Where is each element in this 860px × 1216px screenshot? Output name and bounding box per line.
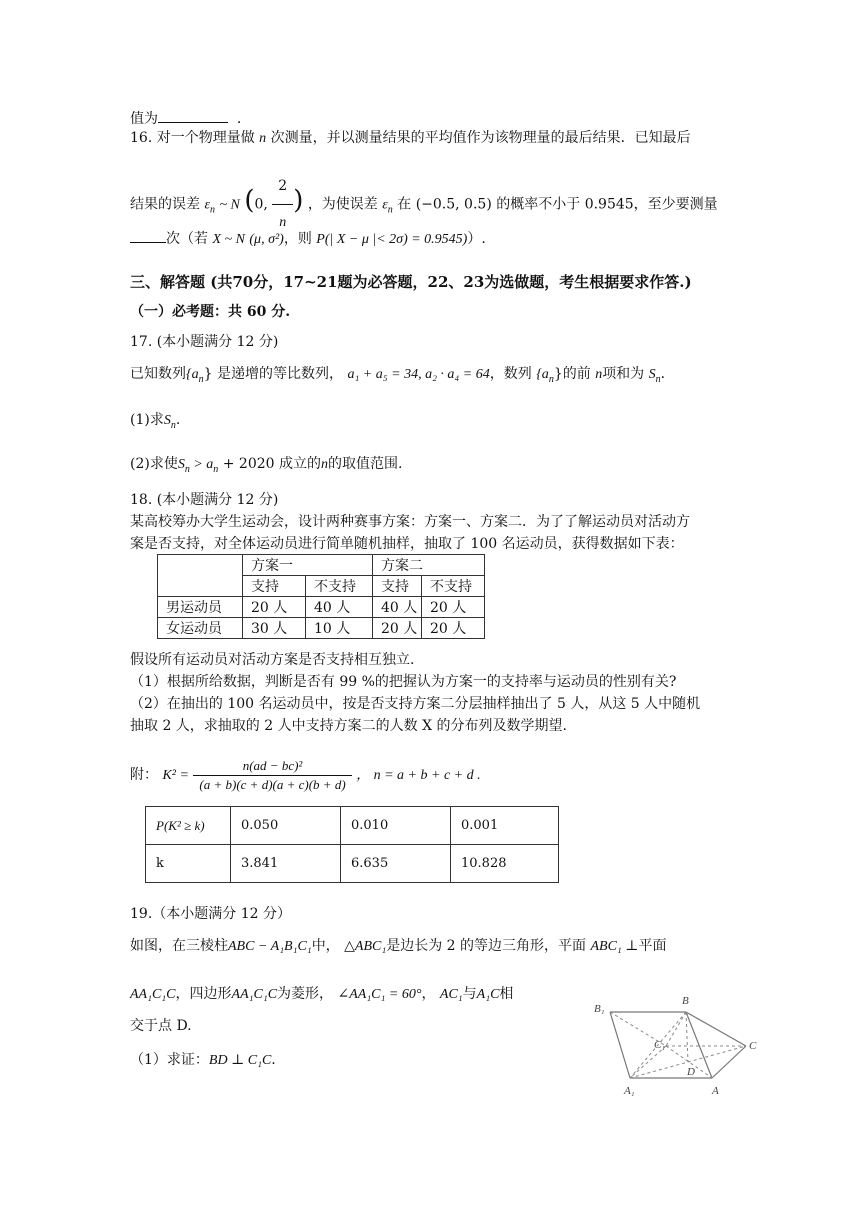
text: 是边长为 2 的等边三角形，平面 <box>386 938 587 954</box>
table-cell: 3.841 <box>231 845 341 883</box>
table-cell: 20 人 <box>422 597 485 618</box>
text: 平面 <box>638 938 667 954</box>
numerator: n(ad − bc)² <box>193 757 351 776</box>
q19-line-1 <box>130 936 666 957</box>
row-label: 男运动员 <box>158 597 243 618</box>
prism-figure <box>588 990 778 1100</box>
table-cell: 0.010 <box>341 807 451 845</box>
text: ，则 <box>283 231 312 247</box>
answer-blank <box>158 108 228 123</box>
q16-line-1 <box>130 128 691 149</box>
vertex-label-b: B <box>682 995 689 1007</box>
text: 中， <box>311 938 340 954</box>
math: S <box>163 413 171 428</box>
math: {a <box>536 367 549 382</box>
table-row <box>146 807 559 845</box>
math: (μ, σ²) <box>249 232 284 247</box>
vertex-label-c: C <box>749 1040 757 1052</box>
math: BD ⊥ C₁C <box>208 1053 272 1068</box>
table-cell <box>158 555 243 597</box>
text: 项和为 <box>602 366 645 382</box>
text: 结果的误差 <box>130 196 200 213</box>
subsection-title: （一）必考题：共 60 分. <box>130 304 291 320</box>
text: 已知数列 <box>130 366 186 382</box>
math: △ABC₁ <box>344 939 387 954</box>
table-header: 不支持 <box>422 576 485 597</box>
q17-part-1: (1)求$S_n$. <box>130 412 181 431</box>
vertex-label-c1: C₁ <box>654 1039 666 1051</box>
math: } <box>203 366 213 382</box>
math: ABC − A₁B₁C₁ <box>228 939 312 954</box>
table-header: 支持 <box>243 576 306 597</box>
math: 0, <box>254 196 268 213</box>
text: (1)求 <box>130 412 164 428</box>
q18-para-4: （1）根据所给数据，判断是否有 99 %的把握认为方案一的支持率与运动员的性别有关? <box>130 674 677 690</box>
q18-para-6: 抽取 2 人，求抽取的 2 人中支持方案二的人数 X 的分布列及数学期望. <box>130 718 567 734</box>
q18-formula <box>130 756 481 795</box>
math: n <box>209 204 215 216</box>
table-cell: 20 人 <box>422 618 485 639</box>
math: {a <box>186 367 199 382</box>
text: 值为 <box>130 111 158 127</box>
q17-part-2: (2)求使$S_n > a_n + 2020$ 成立的n的取值范围. <box>130 456 403 475</box>
survey-table <box>157 554 485 639</box>
table-cell: 10 人 <box>306 618 373 639</box>
table-cell: k <box>146 845 231 883</box>
text: ，为使误差 <box>307 196 378 213</box>
math: n <box>387 204 393 216</box>
math: S <box>177 457 185 472</box>
denominator: n <box>279 215 287 230</box>
text: (2)求使 <box>130 456 178 472</box>
math: X ~ N <box>212 232 245 247</box>
table-cell: 20 人 <box>243 597 306 618</box>
numerator: 2 <box>272 168 293 205</box>
math: ∠AA₁C₁ = 60° <box>337 987 422 1002</box>
table-header: 方案二 <box>373 555 485 576</box>
math: ε <box>204 197 210 213</box>
text: ，四边形 <box>175 986 232 1002</box>
math: ABC₁ ⊥ <box>590 939 639 954</box>
table-row <box>158 597 485 618</box>
text: 为菱形， <box>277 986 334 1002</box>
math: ~ N <box>219 197 240 213</box>
q19-line-2 <box>130 984 513 1005</box>
q19-head: 19.（本小题满分 12 分） <box>130 906 291 922</box>
q19-part-1 <box>130 1050 276 1071</box>
paren: ( <box>244 185 255 216</box>
table-cell: 0.050 <box>231 807 341 845</box>
table-cell: 20 人 <box>373 618 422 639</box>
q18-para-1: 某高校筹办大学生运动会，设计两种赛事方案：方案一、方案二．为了了解运动员对活动方 <box>130 514 690 530</box>
paren: ) <box>293 185 304 216</box>
table-header: 不支持 <box>306 576 373 597</box>
table-cell: P(K² ≥ k) <box>146 807 231 845</box>
critical-value-table <box>145 806 559 883</box>
vertex-label-b1: B₁ <box>594 1003 605 1015</box>
text: ，数列 <box>489 366 532 382</box>
math: + 2020 <box>218 456 275 472</box>
text: 次（若 <box>166 231 208 247</box>
math: P(| X − μ |< 2σ) = 0.9545) <box>316 232 468 247</box>
section-title: 三、解答题 (共70分，17~21题为必答题，22、23为选做题，考生根据要求作答.) <box>130 273 692 291</box>
text: 的概率不小于 0.9545，至少要测量 <box>496 196 718 213</box>
text: 相 <box>499 986 514 1002</box>
table-cell: 40 人 <box>373 597 422 618</box>
math: ε <box>382 197 388 213</box>
math: S <box>648 367 656 382</box>
text: 16. 对一个物理量做 <box>130 130 255 146</box>
vertex-label-d: D <box>687 1066 695 1078</box>
math: AA₁C₁C <box>130 987 176 1002</box>
text: . <box>175 412 181 428</box>
q15-tail <box>130 108 241 129</box>
text: . <box>271 1052 276 1068</box>
math: n <box>595 367 603 382</box>
table-cell: 10.828 <box>451 845 559 883</box>
text: 如图，在三棱柱 <box>130 938 228 954</box>
table-cell: 30 人 <box>243 618 306 639</box>
text: 与 <box>462 986 477 1002</box>
fraction <box>193 757 351 794</box>
table-row <box>146 845 559 883</box>
table-header: 支持 <box>373 576 422 597</box>
table-cell: 6.635 <box>341 845 451 883</box>
answer-blank <box>130 228 166 243</box>
table-cell: 0.001 <box>451 807 559 845</box>
math: n <box>259 131 267 146</box>
q18-para-2: 案是否支持，对全体运动员进行简单随机抽样，抽取了 100 名运动员，获得数据如下表： <box>130 536 684 552</box>
text: 的前 <box>562 366 591 382</box>
text: 次测量，并以测量结果的平均值作为该物理量的最后结果．已知最后 <box>270 130 691 146</box>
q18-para-3: 假设所有运动员对活动方案是否支持相互独立. <box>130 652 415 668</box>
text: 附： <box>130 767 158 783</box>
table-row <box>158 618 485 639</box>
text: 是递增的等比数列， <box>216 366 343 382</box>
row-label: 女运动员 <box>158 618 243 639</box>
table-cell: 40 人 <box>306 597 373 618</box>
math: AC₁ <box>439 987 463 1002</box>
text: 的取值范围. <box>328 456 403 472</box>
vertex-label-a: A <box>712 1085 719 1097</box>
q17-stem: 已知数列$\{a_n\}$ 是递增的等比数列， a₁ + a₅ = 34, a₂ · a₄ = 64，数列 $\{a_n\}$的前 n项和为 $S_n$. <box>130 366 666 385</box>
text: 在 <box>397 196 412 213</box>
math: > a <box>189 457 214 472</box>
math: (−0.5, 0.5) <box>415 196 492 213</box>
q18-para-5: （2）在抽出的 100 名运动员中，按是否支持方案二分层抽样抽出了 5 人，从这 5 人中随机 <box>130 696 701 712</box>
math: a₁ + a₅ = 34, a₂ · a₄ = 64 <box>347 367 490 382</box>
table-header: 方案一 <box>243 555 373 576</box>
text: （1）求证： <box>130 1052 209 1068</box>
math: } <box>553 366 563 382</box>
math: K² = <box>162 768 189 783</box>
text: 成立的 <box>279 456 322 472</box>
math: n <box>321 457 329 472</box>
text: ， <box>421 986 436 1002</box>
denominator: (a + b)(c + d)(a + c)(b + d) <box>199 776 346 792</box>
text: . <box>660 366 666 382</box>
q18-head: 18. (本小题满分 12 分) <box>130 492 279 508</box>
q17-head: 17. (本小题满分 12 分) <box>130 334 279 350</box>
text: . <box>236 111 242 127</box>
q19-line-3: 交于点 D. <box>130 1018 192 1034</box>
vertex-label-a1: A₁ <box>624 1085 635 1097</box>
math: ， n = a + b + c + d . <box>356 768 481 783</box>
text: ）. <box>467 231 486 247</box>
math: A₁C <box>476 987 500 1002</box>
q16-line-3 <box>130 228 486 250</box>
math: AA₁C₁C <box>231 987 278 1002</box>
